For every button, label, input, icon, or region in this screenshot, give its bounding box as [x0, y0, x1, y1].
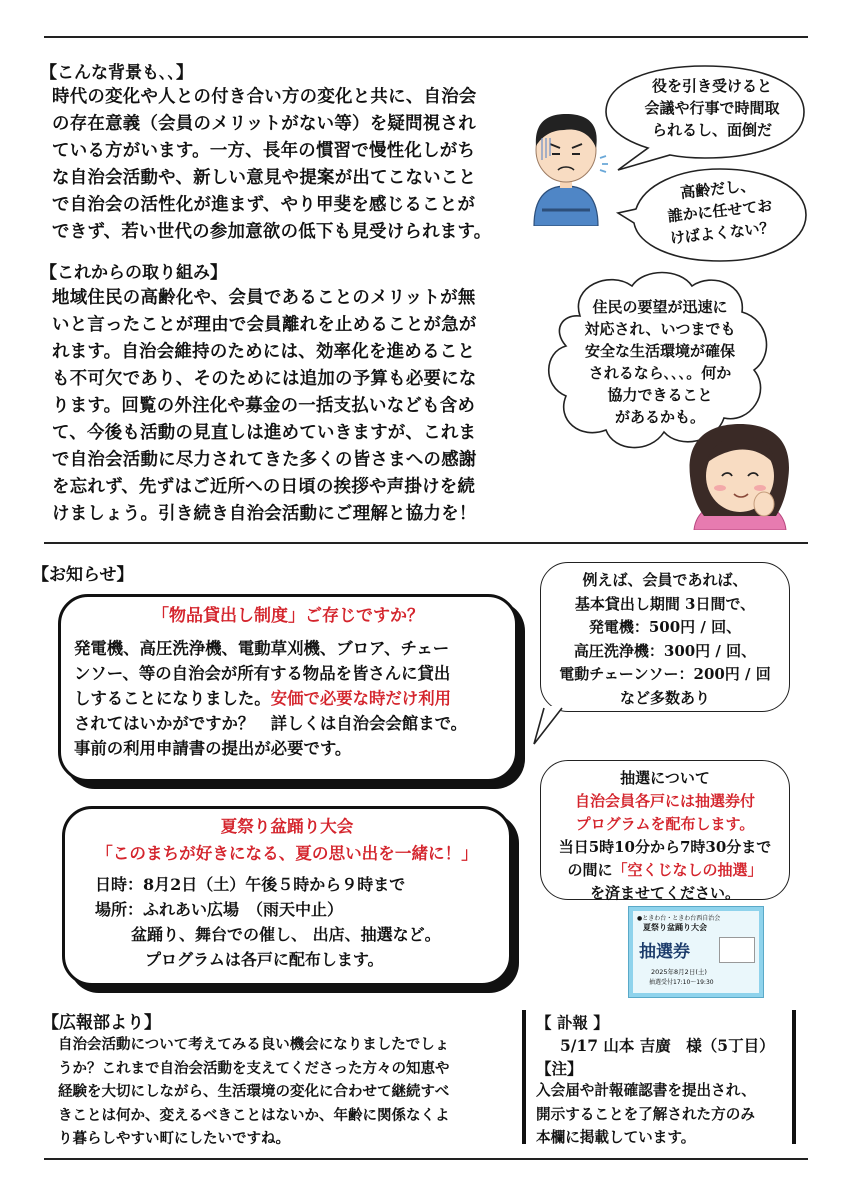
- festival-events: 盆踊り、舞台での催し、 出店、抽選など。: [131, 925, 441, 944]
- obituary-right-bar: [792, 1010, 796, 1144]
- festival-place: 場所：ふれあい広場 （雨天中止）: [95, 900, 344, 919]
- rental-line-2: ンソー、等の自治会が所有する物品を皆さんに貸出: [74, 664, 451, 683]
- festival-title: 夏祭り盆踊り大会: [220, 816, 354, 836]
- speech-bubble-top-text: 役を引き受けると 会議や行事で時間取 られるし、面倒だ: [644, 77, 780, 139]
- background-paragraph: 時代の変化や人との付き合い方の変化と共に、自治会 の存在意義（会員のメリットがない等）を疑問視され ている方がいます。一方、長年の慣習で慢性化しがち な自治会活動や、新しい意見や提案が出てこないこと で自治会の活性化が進まず、やり甲斐を感じることが できず、若い世代の参加意欲の低下も見受けられます。: [52, 87, 492, 242]
- rental-price-box: 例えば、会員であれば、 基本貸出し期間 3日間で、 発電機：500円 / 回、 高圧洗浄機：300円 / 回、 電動チェーンソー：200円 / 回 など多数あり: [540, 562, 790, 712]
- pr-heading: 【広報部より】: [42, 1013, 161, 1033]
- thought-cloud-text: 住民の要望が迅速に 対応され、いつまでも 安全な生活環境が確保 されるなら､､､。何か 協力できること があるかも。: [584, 298, 736, 426]
- obituary-note-heading: 【注】: [536, 1059, 583, 1078]
- lottery-ticket-image: ●ときわ台・ときわ台西自治会 夏祭り盆踊り大会 抽選券 2025年8月2日(土) 抽選受付17:10〜19:30: [628, 906, 764, 998]
- lottery-info-box: 抽選について 自治会員各戸には抽選券付 プログラムを配布します。 当日5時10分から7時30分まで の間に「空くじなしの抽選」 を済ませてください。: [540, 760, 790, 900]
- festival-program: プログラムは各戸に配布します。: [145, 950, 384, 969]
- obituary-entry: 5/17 山本 吉廣 様（5丁目）: [560, 1036, 775, 1055]
- ticket-label: 抽選券: [639, 942, 690, 962]
- speech-bubble-middle-text: 高齢だし、 誰かに任せてお けばよくない？: [666, 176, 776, 248]
- rental-line-5: 事前の利用申請書の提出が必要です。: [74, 739, 352, 758]
- rental-notice-card: [58, 594, 518, 782]
- worried-man-illustration: [516, 98, 616, 226]
- rental-line-1: 発電機、高圧洗浄機、電動草刈機、ブロア、チェー: [74, 639, 450, 658]
- rental-line-4: されてはいかがですか？ 詳しくは自治会会館まで。: [74, 714, 468, 733]
- obituary-note: 入会届や計報確認書を提出され、 開示することを了解された方のみ 本欄に掲載しています。: [536, 1082, 756, 1146]
- smiling-woman-illustration: [680, 418, 798, 530]
- background-heading: 【こんな背景も､､】: [40, 63, 193, 83]
- pr-paragraph: 自治会活動について考えてみる良い機会になりましたでしょ うか？これまで自治会活動を支えてくださった方々の知恵や 経験を大切にしながら、生活環境の変化に合わせて継続すべ きことは何か、変えるべきことはないか、年齢に関係なくよ り暮らしやすい町にしたいですね。: [58, 1036, 450, 1147]
- obituary-heading: 【 訃報 】: [536, 1013, 609, 1032]
- rental-price-box-tail: [532, 706, 568, 746]
- future-paragraph: 地域住民の高齢化や、会員であることのメリットが無 いと言ったことが理由で会員離れを止めることが急が れます。自治会維持のためには、効率化を進めること も不可欠であり、そのためには追加の予算も必要にな ります。回覧の外注化や募金の一括支払いなども含め て、今後も活動の見直しは進めていきますが、これま で自治会活動に尽力されてきた多くの皆さまへの感謝 を忘れず、先ずはご近所への日頃の挨拶や声掛けを続 けましょう。引き続き自治会活動にご理解と協力を！: [52, 288, 477, 524]
- rental-line-3: しすることになりました。安価で必要な時だけ利用: [74, 689, 451, 708]
- festival-notice-card: [62, 806, 512, 986]
- obituary-left-bar: [522, 1010, 526, 1144]
- top-rule: [44, 36, 808, 38]
- notices-heading: 【お知らせ】: [32, 565, 134, 585]
- festival-slogan: 「このまちが好きになる、夏の思い出を一緒に！」: [96, 843, 478, 863]
- future-heading: 【これからの取り組み】: [40, 263, 227, 283]
- rental-title: 「物品貸出し制度」ご存じですか？: [152, 606, 424, 626]
- festival-date: 日時：8月2日（土）午後５時から９時まで: [95, 875, 406, 894]
- section-divider: [44, 542, 808, 544]
- bottom-rule: [44, 1158, 808, 1160]
